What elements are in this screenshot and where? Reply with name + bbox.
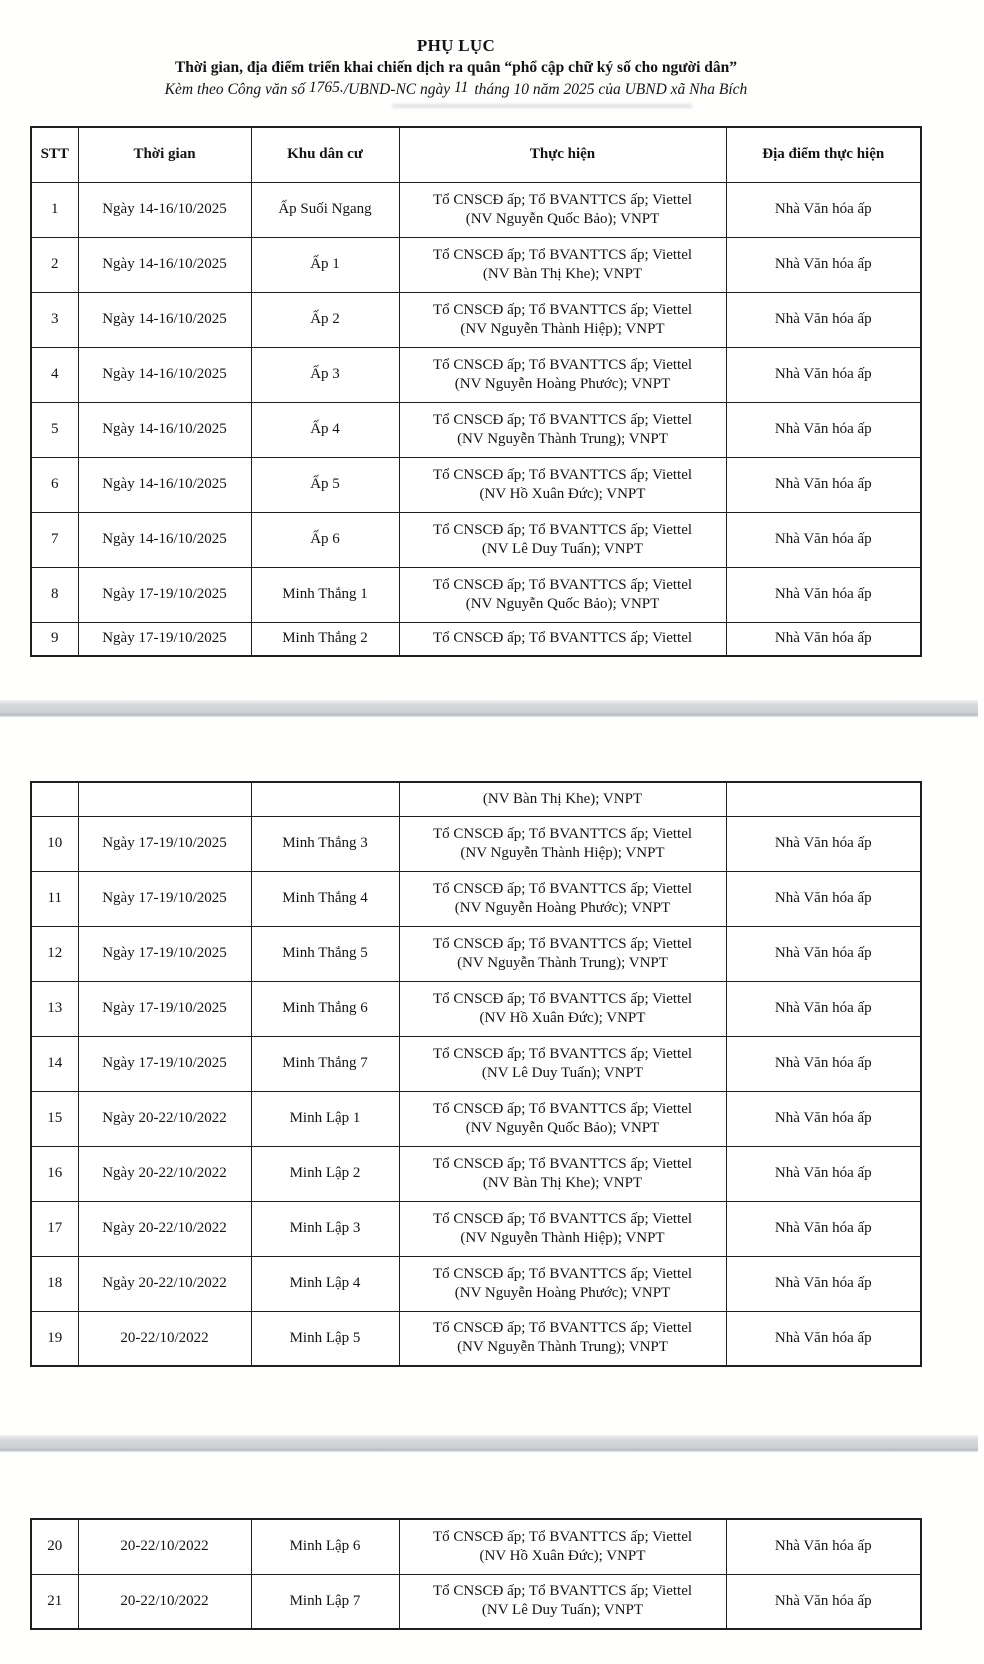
- area-cell: Minh Thắng 7: [251, 1036, 399, 1091]
- reference-suffix: tháng 10 năm 2025 của UBND xã Nha Bích: [474, 81, 748, 98]
- impl-line-2: (NV Nguyễn Thành Trung); VNPT: [457, 430, 668, 447]
- impl-cell: [399, 981, 726, 1036]
- time-cell: Ngày 17-19/10/2025: [78, 981, 251, 1036]
- stt-cell: 9: [31, 622, 78, 656]
- page-separator: [0, 1435, 978, 1452]
- impl-cell: [399, 512, 726, 567]
- impl-line-1: Tổ CNSCĐ ấp; Tổ BVANTTCS ấp; Viettel: [432, 466, 693, 483]
- table-row: [31, 622, 921, 656]
- table-row: [31, 457, 921, 512]
- location-cell: Nhà Văn hóa ấp: [726, 182, 921, 237]
- impl-line-1: Tổ CNSCĐ ấp; Tổ BVANTTCS ấp; Viettel: [432, 935, 693, 952]
- table-row: [31, 292, 921, 347]
- time-cell: Ngày 14-16/10/2025: [78, 347, 251, 402]
- schedule-table-page-2: [30, 781, 922, 1367]
- time-cell: Ngày 14-16/10/2025: [78, 457, 251, 512]
- time-cell: Ngày 20-22/10/2022: [78, 1201, 251, 1256]
- impl-line-1: Tổ CNSCĐ ấp; Tổ BVANTTCS ấp; Viettel: [432, 1155, 693, 1172]
- scan-artifact: [392, 104, 692, 108]
- table-row: [31, 981, 921, 1036]
- location-cell: Nhà Văn hóa ấp: [726, 567, 921, 622]
- column-header: Khu dân cư: [251, 127, 399, 182]
- impl-line-1: Tổ CNSCĐ ấp; Tổ BVANTTCS ấp; Viettel: [432, 246, 693, 263]
- column-header: Thực hiện: [399, 127, 726, 182]
- table-row: [31, 1574, 921, 1629]
- schedule-table-page-1: [30, 126, 922, 657]
- impl-line-2: (NV Nguyễn Thành Trung); VNPT: [457, 954, 668, 971]
- table-row: [31, 1201, 921, 1256]
- location-cell: Nhà Văn hóa ấp: [726, 1201, 921, 1256]
- impl-line-2: (NV Bàn Thị Khe); VNPT: [482, 1174, 643, 1191]
- stt-cell: 18: [31, 1256, 78, 1311]
- reference-number-handwritten: 1765.: [308, 79, 344, 96]
- impl-cell: [399, 871, 726, 926]
- stt-cell: 21: [31, 1574, 78, 1629]
- stt-cell: 8: [31, 567, 78, 622]
- location-cell: Nhà Văn hóa ấp: [726, 871, 921, 926]
- impl-line-1: Tổ CNSCĐ ấp; Tổ BVANTTCS ấp; Viettel: [432, 356, 693, 373]
- page-1: [0, 0, 984, 700]
- table-row: [31, 1311, 921, 1366]
- stt-cell: 5: [31, 402, 78, 457]
- time-cell: Ngày 14-16/10/2025: [78, 512, 251, 567]
- time-cell: 20-22/10/2022: [78, 1311, 251, 1366]
- impl-cell: [399, 1036, 726, 1091]
- impl-line-1: Tổ CNSCĐ ấp; Tổ BVANTTCS ấp; Viettel: [432, 1320, 693, 1337]
- location-cell: Nhà Văn hóa ấp: [726, 1036, 921, 1091]
- column-header: Thời gian: [78, 127, 251, 182]
- stt-cell: 14: [31, 1036, 78, 1091]
- impl-line-2: (NV Nguyễn Thành Hiệp); VNPT: [460, 1229, 665, 1246]
- impl-line-1: Tổ CNSCĐ ấp; Tổ BVANTTCS ấp; Viettel: [432, 576, 693, 593]
- stt-cell: 12: [31, 926, 78, 981]
- impl-line-2: (NV Nguyễn Thành Trung); VNPT: [457, 1339, 668, 1356]
- time-cell: Ngày 17-19/10/2025: [78, 1036, 251, 1091]
- area-cell: Minh Thắng 3: [251, 816, 399, 871]
- stt-cell: 16: [31, 1146, 78, 1201]
- time-cell: Ngày 17-19/10/2025: [78, 926, 251, 981]
- stt-cell: 3: [31, 292, 78, 347]
- document-header: [0, 0, 912, 101]
- reference-day-handwritten: 11: [454, 79, 469, 96]
- stt-cell: 7: [31, 512, 78, 567]
- time-cell: 20-22/10/2022: [78, 1574, 251, 1629]
- time-cell: Ngày 17-19/10/2025: [78, 567, 251, 622]
- impl-line-1: Tổ CNSCĐ ấp; Tổ BVANTTCS ấp; Viettel: [432, 301, 693, 318]
- impl-line-1: Tổ CNSCĐ ấp; Tổ BVANTTCS ấp; Viettel: [432, 1100, 693, 1117]
- area-cell: Ấp 5: [251, 457, 399, 512]
- table-row: [31, 1146, 921, 1201]
- impl-line-1: Tổ CNSCĐ ấp; Tổ BVANTTCS ấp; Viettel: [432, 411, 693, 428]
- impl-line-2: (NV Nguyễn Thành Hiệp); VNPT: [460, 320, 665, 337]
- continuation-row: [31, 782, 921, 816]
- time-cell: Ngày 20-22/10/2022: [78, 1146, 251, 1201]
- table-row: [31, 512, 921, 567]
- impl-cell: [399, 1311, 726, 1366]
- table-row: [31, 926, 921, 981]
- impl-line-2: (NV Nguyễn Quốc Bảo); VNPT: [465, 1119, 660, 1136]
- page-2: [0, 717, 984, 1435]
- area-cell: Ấp 1: [251, 237, 399, 292]
- impl-cell: [399, 1146, 726, 1201]
- area-cell: Minh Thắng 4: [251, 871, 399, 926]
- location-cell: Nhà Văn hóa ấp: [726, 981, 921, 1036]
- reference-mid: /UBND-NC ngày: [343, 81, 451, 98]
- location-cell: Nhà Văn hóa ấp: [726, 292, 921, 347]
- stt-cell: 11: [31, 871, 78, 926]
- impl-line-1: Tổ CNSCĐ ấp; Tổ BVANTTCS ấp; Viettel: [432, 1528, 693, 1545]
- time-cell: Ngày 17-19/10/2025: [78, 622, 251, 656]
- area-cell: Ấp 6: [251, 512, 399, 567]
- impl-cell: [399, 1091, 726, 1146]
- location-cell: Nhà Văn hóa ấp: [726, 457, 921, 512]
- location-cell: Nhà Văn hóa ấp: [726, 1311, 921, 1366]
- stt-cell: 6: [31, 457, 78, 512]
- impl-line-1: Tổ CNSCĐ ấp; Tổ BVANTTCS ấp; Viettel: [432, 1583, 693, 1600]
- stt-cell: 4: [31, 347, 78, 402]
- table-row: [31, 1036, 921, 1091]
- impl-line-2: (NV Bàn Thị Khe); VNPT: [482, 790, 643, 807]
- stt-cell: [31, 782, 78, 816]
- impl-cell: [399, 402, 726, 457]
- table-row: [31, 237, 921, 292]
- impl-line-2: (NV Nguyễn Quốc Bảo); VNPT: [465, 595, 660, 612]
- location-cell: Nhà Văn hóa ấp: [726, 816, 921, 871]
- location-cell: Nhà Văn hóa ấp: [726, 237, 921, 292]
- impl-cell: [399, 782, 726, 816]
- column-header: Địa điểm thực hiện: [726, 127, 921, 182]
- impl-line-1: Tổ CNSCĐ ấp; Tổ BVANTTCS ấp; Viettel: [432, 990, 693, 1007]
- impl-line-2: (NV Nguyễn Thành Hiệp); VNPT: [460, 844, 665, 861]
- table-row: [31, 402, 921, 457]
- reference-line: [0, 79, 912, 101]
- page-3: [0, 1452, 984, 1664]
- impl-line-2: (NV Nguyễn Hoàng Phước); VNPT: [454, 375, 671, 392]
- table-row: [31, 182, 921, 237]
- location-cell: Nhà Văn hóa ấp: [726, 347, 921, 402]
- area-cell: Ấp 4: [251, 402, 399, 457]
- impl-line-2: (NV Lê Duy Tuấn); VNPT: [481, 540, 644, 557]
- location-cell: Nhà Văn hóa ấp: [726, 1574, 921, 1629]
- impl-cell: [399, 816, 726, 871]
- impl-line-2: (NV Hồ Xuân Đức); VNPT: [479, 1547, 646, 1564]
- area-cell: Minh Lập 1: [251, 1091, 399, 1146]
- impl-line-2: (NV Lê Duy Tuấn); VNPT: [481, 1064, 644, 1081]
- table-row: [31, 816, 921, 871]
- table-row: [31, 347, 921, 402]
- impl-line-2: (NV Nguyễn Hoàng Phước); VNPT: [454, 899, 671, 916]
- area-cell: Ấp 3: [251, 347, 399, 402]
- stt-cell: 19: [31, 1311, 78, 1366]
- area-cell: Minh Lập 3: [251, 1201, 399, 1256]
- impl-line-2: (NV Hồ Xuân Đức); VNPT: [479, 485, 646, 502]
- location-cell: Nhà Văn hóa ấp: [726, 1091, 921, 1146]
- table-row: [31, 1091, 921, 1146]
- impl-line-1: Tổ CNSCĐ ấp; Tổ BVANTTCS ấp; Viettel: [432, 630, 693, 647]
- impl-cell: [399, 1256, 726, 1311]
- impl-line-2: (NV Nguyễn Quốc Bảo); VNPT: [465, 210, 660, 227]
- impl-cell: [399, 237, 726, 292]
- time-cell: Ngày 17-19/10/2025: [78, 816, 251, 871]
- time-cell: [78, 782, 251, 816]
- impl-cell: [399, 1519, 726, 1574]
- impl-cell: [399, 567, 726, 622]
- impl-line-2: (NV Lê Duy Tuấn); VNPT: [481, 1602, 644, 1619]
- location-cell: Nhà Văn hóa ấp: [726, 1146, 921, 1201]
- location-cell: [726, 782, 921, 816]
- impl-cell: [399, 622, 726, 656]
- impl-line-1: Tổ CNSCĐ ấp; Tổ BVANTTCS ấp; Viettel: [432, 1210, 693, 1227]
- column-header: STT: [31, 127, 78, 182]
- area-cell: [251, 782, 399, 816]
- location-cell: Nhà Văn hóa ấp: [726, 622, 921, 656]
- impl-line-1: Tổ CNSCĐ ấp; Tổ BVANTTCS ấp; Viettel: [432, 1045, 693, 1062]
- stt-cell: 20: [31, 1519, 78, 1574]
- area-cell: Minh Lập 2: [251, 1146, 399, 1201]
- area-cell: Minh Lập 5: [251, 1311, 399, 1366]
- table-row: [31, 1256, 921, 1311]
- area-cell: Minh Lập 7: [251, 1574, 399, 1629]
- table-header-row: [31, 127, 921, 182]
- stt-cell: 1: [31, 182, 78, 237]
- time-cell: 20-22/10/2022: [78, 1519, 251, 1574]
- schedule-table-page-3: [30, 1518, 922, 1630]
- time-cell: Ngày 17-19/10/2025: [78, 871, 251, 926]
- reference-prefix: Kèm theo Công văn số: [164, 81, 306, 98]
- impl-line-2: (NV Hồ Xuân Đức); VNPT: [479, 1009, 646, 1026]
- location-cell: Nhà Văn hóa ấp: [726, 1519, 921, 1574]
- location-cell: Nhà Văn hóa ấp: [726, 1256, 921, 1311]
- impl-cell: [399, 292, 726, 347]
- impl-line-1: Tổ CNSCĐ ấp; Tổ BVANTTCS ấp; Viettel: [432, 191, 693, 208]
- location-cell: Nhà Văn hóa ấp: [726, 512, 921, 567]
- impl-cell: [399, 1201, 726, 1256]
- stt-cell: 10: [31, 816, 78, 871]
- document-subtitle: Thời gian, địa điểm triển khai chiến dịch ra quân “phổ cập chữ ký số cho người dân”: [174, 59, 738, 76]
- table-row: [31, 1519, 921, 1574]
- area-cell: Ấp 2: [251, 292, 399, 347]
- time-cell: Ngày 14-16/10/2025: [78, 402, 251, 457]
- impl-line-2: (NV Bàn Thị Khe); VNPT: [482, 265, 643, 282]
- impl-line-1: Tổ CNSCĐ ấp; Tổ BVANTTCS ấp; Viettel: [432, 521, 693, 538]
- table-row: [31, 871, 921, 926]
- area-cell: Minh Thắng 5: [251, 926, 399, 981]
- time-cell: Ngày 14-16/10/2025: [78, 182, 251, 237]
- time-cell: Ngày 20-22/10/2022: [78, 1091, 251, 1146]
- stt-cell: 13: [31, 981, 78, 1036]
- time-cell: Ngày 14-16/10/2025: [78, 292, 251, 347]
- stt-cell: 15: [31, 1091, 78, 1146]
- area-cell: Minh Thắng 1: [251, 567, 399, 622]
- stt-cell: 2: [31, 237, 78, 292]
- area-cell: Minh Thắng 2: [251, 622, 399, 656]
- location-cell: Nhà Văn hóa ấp: [726, 402, 921, 457]
- table-row: [31, 567, 921, 622]
- time-cell: Ngày 20-22/10/2022: [78, 1256, 251, 1311]
- time-cell: Ngày 14-16/10/2025: [78, 237, 251, 292]
- impl-line-1: Tổ CNSCĐ ấp; Tổ BVANTTCS ấp; Viettel: [432, 1265, 693, 1282]
- impl-cell: [399, 457, 726, 512]
- area-cell: Minh Lập 6: [251, 1519, 399, 1574]
- impl-cell: [399, 347, 726, 402]
- impl-line-2: (NV Nguyễn Hoàng Phước); VNPT: [454, 1284, 671, 1301]
- area-cell: Minh Thắng 6: [251, 981, 399, 1036]
- impl-cell: [399, 182, 726, 237]
- area-cell: Ấp Suối Ngang: [251, 182, 399, 237]
- area-cell: Minh Lập 4: [251, 1256, 399, 1311]
- impl-cell: [399, 926, 726, 981]
- stt-cell: 17: [31, 1201, 78, 1256]
- impl-cell: [399, 1574, 726, 1629]
- page-separator: [0, 700, 978, 717]
- impl-line-1: Tổ CNSCĐ ấp; Tổ BVANTTCS ấp; Viettel: [432, 825, 693, 842]
- location-cell: Nhà Văn hóa ấp: [726, 926, 921, 981]
- impl-line-1: Tổ CNSCĐ ấp; Tổ BVANTTCS ấp; Viettel: [432, 880, 693, 897]
- appendix-title: PHỤ LỤC: [416, 36, 496, 55]
